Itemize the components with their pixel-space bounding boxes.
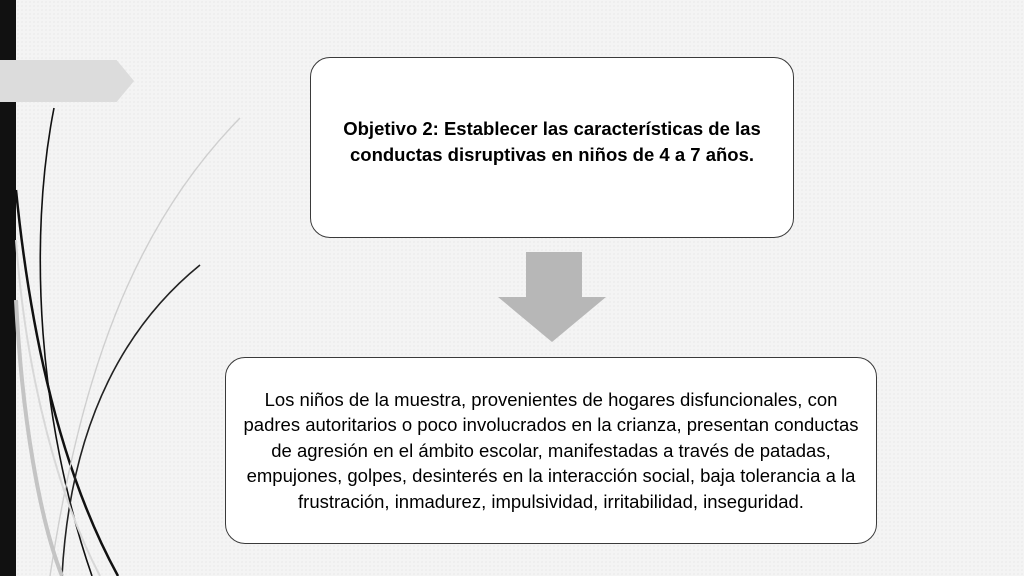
result-box <box>225 357 877 544</box>
result-text: Los niños de la muestra, provenientes de hogares disfuncionales, con padres autoritarios o poco involucrados en la crianza, presentan conductas de agresión en el ámbito escolar, manifestadas a través de patadas, empujones, golpes, desinterés en la interacción social, baja tolerancia a la frustración, inmadurez, impulsividad, irritabilidad, inseguridad. <box>243 388 859 512</box>
objective-text: Objetivo 2: Establecer las características de las conductas disruptivas en niños de 4 a 7 años. <box>343 117 761 165</box>
arrow-down-icon <box>498 252 606 342</box>
decorative-curves <box>0 0 260 576</box>
objective-box <box>310 57 794 238</box>
